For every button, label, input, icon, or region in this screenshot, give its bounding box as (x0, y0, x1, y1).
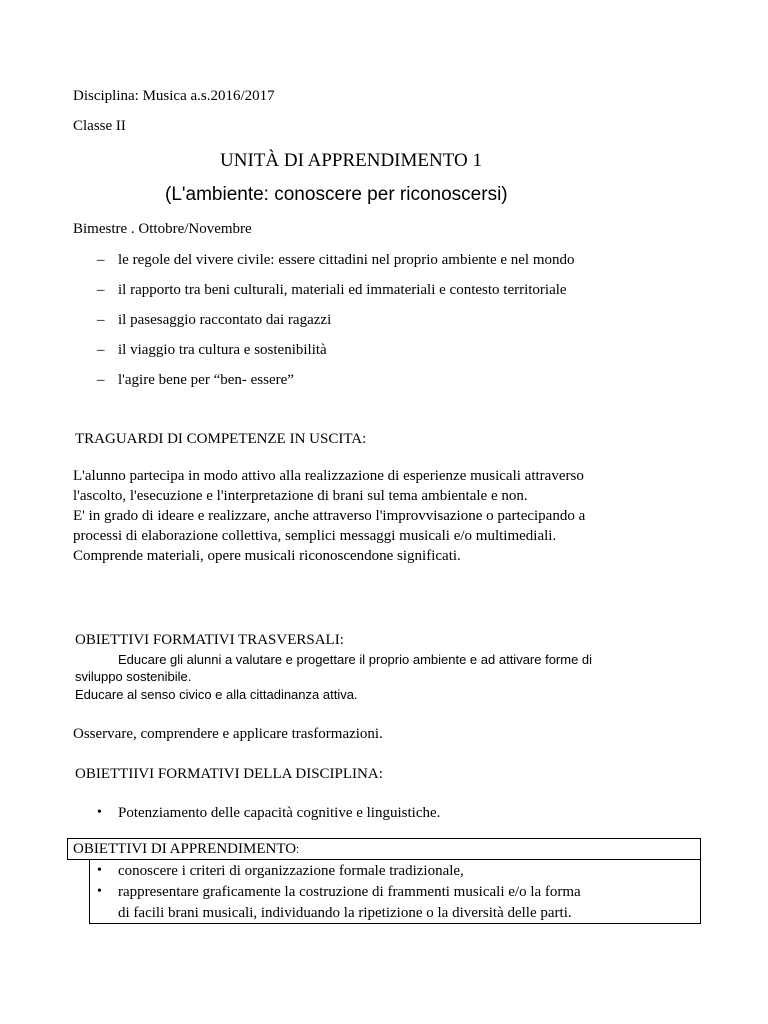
disciplina-item: Potenziamento delle capacità cognitive e linguistiche. (118, 805, 441, 821)
traguardi-line: L'alunno partecipa in modo attivo alla realizzazione di esperienze musicali attraverso (73, 468, 584, 484)
apprendimento-heading (73, 840, 299, 859)
traguardi-line: l'ascolto, l'esecuzione e l'interpretazione di brani sul tema ambientale e non. (73, 488, 528, 504)
dash-marker: – (97, 282, 105, 298)
discipline-line: Disciplina: Musica a.s.2016/2017 (73, 88, 275, 104)
topic-item: il rapporto tra beni culturali, materiali ed immateriali e contesto territoriale (118, 282, 567, 298)
apprendimento-heading-colon: : (296, 844, 300, 856)
traguardi-heading: TRAGUARDI DI COMPETENZE IN USCITA: (75, 431, 367, 447)
apprendimento-heading-text: OBIETTIVI DI APPRENDIMENTO (73, 841, 297, 857)
trasversali-heading: OBIETTIVI FORMATIVI TRASVERSALI: (75, 632, 344, 648)
apprendimento-item: rappresentare graficamente la costruzione di frammenti musicali e/o la forma (118, 884, 581, 900)
topic-item: il viaggio tra cultura e sostenibilità (118, 342, 327, 358)
dash-marker: – (97, 342, 105, 358)
topic-item: le regole del vivere civile: essere cittadini nel proprio ambiente e nel mondo (118, 252, 575, 268)
traguardi-line: Comprende materiali, opere musicali riconoscendone significati. (73, 548, 461, 564)
bullet-marker: • (97, 863, 102, 878)
unit-title: UNITÀ DI APPRENDIMENTO 1 (220, 150, 482, 171)
unit-subtitle: (L'ambiente: conoscere per riconoscersi) (165, 184, 508, 205)
traguardi-line: E' in grado di ideare e realizzare, anche attraverso l'improvvisazione o partecipando a (73, 508, 586, 524)
dash-marker: – (97, 252, 105, 268)
trasversali-line: sviluppo sostenibile. (75, 669, 192, 684)
dash-marker: – (97, 372, 105, 388)
trasversali-extra: Osservare, comprendere e applicare trasformazioni. (73, 726, 383, 742)
disciplina-heading: OBIETTIIVI FORMATIVI DELLA DISCIPLINA: (75, 766, 383, 782)
apprendimento-item: conoscere i criteri di organizzazione formale tradizionale, (118, 863, 464, 879)
topic-item: l'agire bene per “ben- essere” (118, 372, 294, 388)
trasversali-line: Educare al senso civico e alla cittadinanza attiva. (75, 687, 358, 702)
apprendimento-item-continuation: di facili brani musicali, individuando la ripetizione o la diversità delle parti. (118, 905, 572, 921)
dash-marker: – (97, 312, 105, 328)
bullet-marker: • (97, 884, 102, 899)
topic-item: il pasesaggio raccontato dai ragazzi (118, 312, 332, 328)
class-line: Classe II (73, 118, 126, 134)
bimester-line: Bimestre . Ottobre/Novembre (73, 221, 252, 237)
traguardi-line: processi di elaborazione collettiva, semplici messaggi musicali e/o multimediali. (73, 528, 557, 544)
trasversali-line: Educare gli alunni a valutare e progettare il proprio ambiente e ad attivare forme di (118, 652, 593, 667)
bullet-marker: • (97, 805, 102, 820)
